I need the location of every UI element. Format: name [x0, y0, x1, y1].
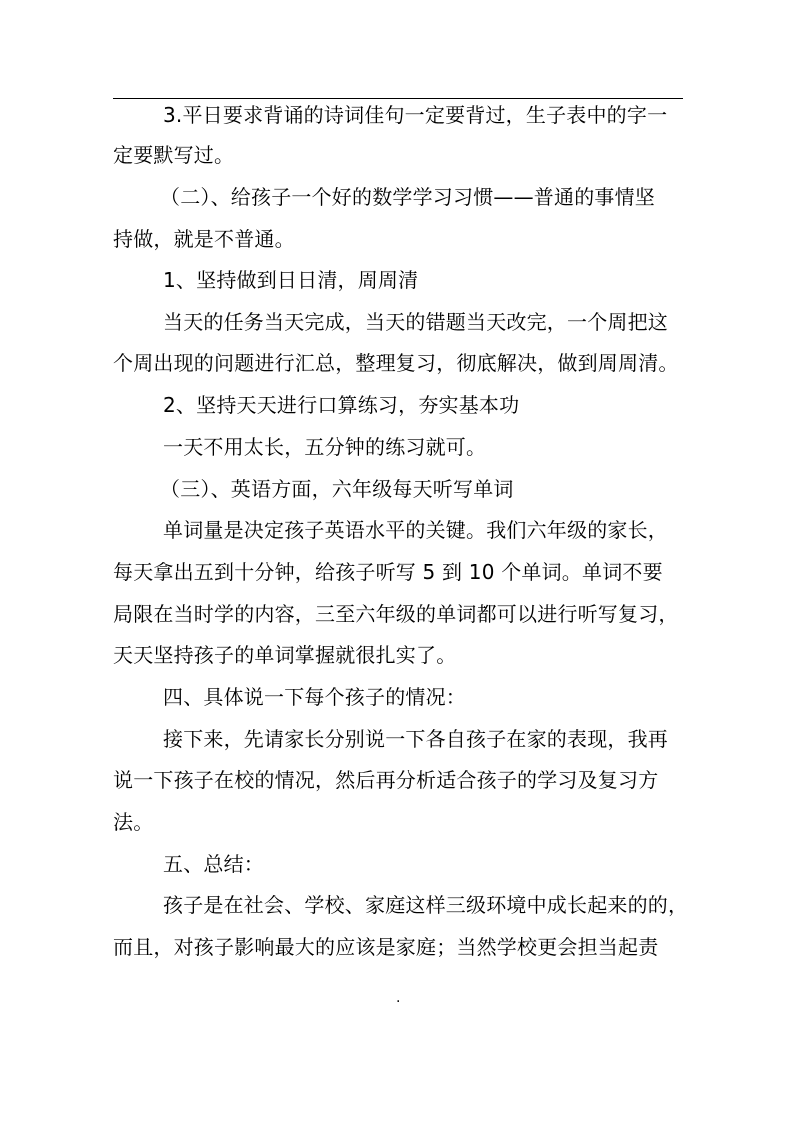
text-line: 1、坚持做到日日清，周周清	[163, 268, 419, 292]
text-line: 持做，就是不普通。	[113, 227, 295, 251]
text-line: 定要默写过。	[113, 143, 235, 167]
text-line: 局限在当时学的内容，三至六年级的单词都可以进行听写复习，	[113, 602, 679, 626]
text-line: 当天的任务当天完成，当天的错题当天改完，一个周把这	[163, 310, 668, 334]
text-line: 3.平日要求背诵的诗词佳句一定要背过，生子表中的字一	[163, 103, 668, 127]
text-line: （三）、英语方面，六年级每天听写单词	[160, 477, 514, 501]
text-line: 说一下孩子在校的情况，然后再分析适合孩子的学习及复习方	[113, 768, 659, 792]
text-line: 2、坚持天天进行口算练习，夯实基本功	[163, 393, 520, 417]
text-line: （二）、给孩子一个好的数学学习习惯——普通的事情坚	[160, 185, 655, 209]
text-line: 五、总结：	[163, 852, 264, 876]
text-line: 孩子是在社会、学校、家庭这样三级环境中成长起来的的，	[163, 893, 689, 917]
text-line: 四、具体说一下每个孩子的情况：	[163, 685, 466, 709]
text-line: 法。	[113, 810, 154, 834]
header-rule	[113, 98, 683, 99]
text-line: 每天拿出五到十分钟，给孩子听写 5 到 10 个单词。单词不要	[113, 560, 663, 584]
text-line: 接下来，先请家长分别说一下各自孩子在家的表现，我再	[163, 727, 668, 751]
text-line: 单词量是决定孩子英语水平的关键。我们六年级的家长，	[163, 518, 668, 542]
text-line: 个周出现的问题进行汇总，整理复习，彻底解决，做到周周清。	[113, 351, 679, 375]
text-line: 而且，对孩子影响最大的应该是家庭；当然学校更会担当起责	[113, 935, 659, 959]
text-line: 一天不用太长，五分钟的练习就可。	[163, 435, 487, 459]
footer-mark: .	[396, 990, 401, 1006]
text-line: 天天坚持孩子的单词掌握就很扎实了。	[113, 643, 457, 667]
